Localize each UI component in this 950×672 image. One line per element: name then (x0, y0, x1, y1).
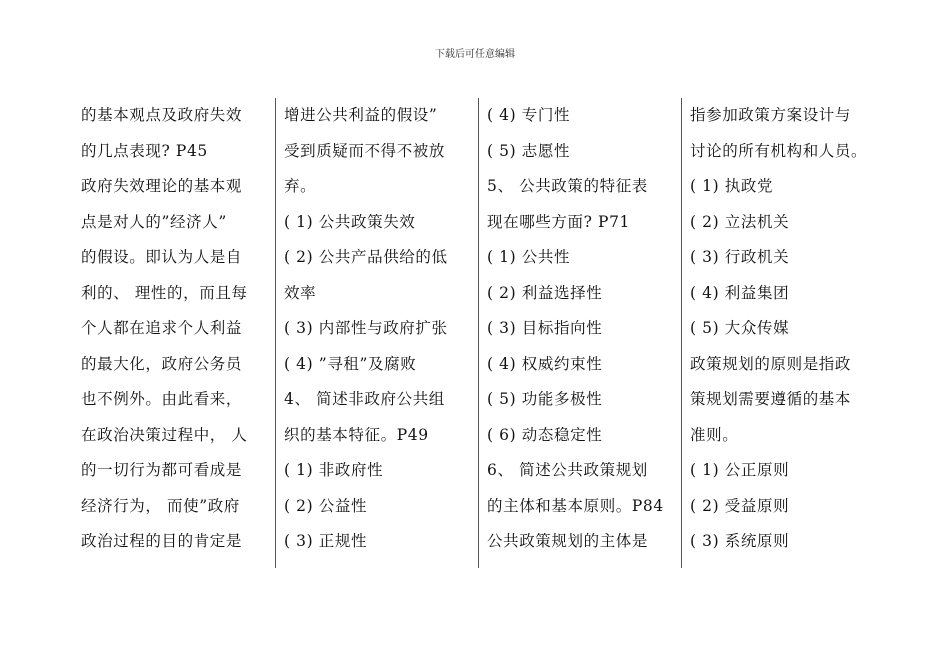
text-line: ( 5) 功能多极性 (487, 390, 603, 408)
text-line: ( 3) 行政机关 (690, 248, 790, 266)
text-line: 现在哪些方面? P71 (487, 212, 630, 231)
text-line: ( 3) 目标指向性 (487, 319, 603, 337)
text-line: ( 5) 大众传媒 (690, 319, 790, 337)
text-line: ( 3) 内部性与政府扩张 (284, 319, 448, 337)
text-line: ( 1) 非政府性 (284, 461, 384, 479)
text-line: 6、 简述公共政策规划 (487, 461, 648, 479)
text-line: 4、 简述非政府公共组 (284, 390, 445, 408)
text-line: ( 4) 利益集团 (690, 283, 790, 302)
text-line: 讨论的所有机构和人员。 (690, 141, 868, 160)
text-line: ( 1) 公正原则 (690, 461, 790, 479)
text-line: ( 1) 公共性 (487, 248, 571, 266)
text-column-4 (682, 98, 885, 568)
text-line: 政府失效理论的基本观 (81, 177, 243, 195)
text-line: ( 4) ”寻租”及腐败 (284, 354, 417, 373)
text-line: 经济行为， 而使”政府 (81, 496, 240, 515)
text-line: 效率 (284, 283, 317, 302)
header-note: 下载后可任意编辑 (435, 49, 515, 60)
text-line: ( 1) 执政党 (690, 177, 774, 195)
text-line: 点是对人的”经济人” (81, 212, 227, 231)
text-line: 政策规划的原则是指政 (690, 354, 852, 373)
text-line: 弃。 (284, 177, 317, 195)
text-line: 在政治决策过程中， 人 (81, 425, 248, 444)
text-line: 的一切行为都可看成是 (81, 461, 243, 479)
text-line: ( 3) 正规性 (284, 532, 368, 550)
text-line: 公共政策规划的主体是 (487, 532, 649, 550)
text-line: ( 3) 系统原则 (690, 532, 790, 550)
text-line: ( 4) 权威约束性 (487, 354, 603, 373)
text-line: 5、 公共政策的特征表 (487, 177, 648, 195)
text-line: 的几点表现? P45 (81, 141, 208, 160)
text-line: ( 1) 公共政策失效 (284, 212, 416, 231)
text-line: ( 2) 受益原则 (690, 496, 790, 515)
text-line: ( 6) 动态稳定性 (487, 425, 603, 444)
text-line: 个人都在追求个人利益 (81, 319, 243, 337)
text-line: 政治过程的目的肯定是 (81, 532, 243, 550)
text-column-1 (73, 98, 276, 568)
text-line: 增进公共利益的假设” (284, 106, 438, 124)
text-line: 策规划需要遵循的基本 (690, 390, 852, 408)
text-line: 准则。 (690, 425, 739, 444)
text-line: 的最大化，政府公务员 (81, 354, 243, 373)
text-line: 的基本观点及政府失效 (81, 106, 243, 124)
text-column-2 (276, 98, 479, 568)
text-line: 的主体和基本原则。P84 (487, 496, 664, 515)
text-line: 利的、 理性的，而且每 (81, 283, 248, 302)
text-line: ( 4) 专门性 (487, 106, 571, 124)
text-line: 指参加政策方案设计与 (690, 106, 852, 124)
text-line: ( 2) 利益选择性 (487, 283, 603, 302)
text-line: 织的基本特征。P49 (284, 425, 429, 444)
text-line: ( 5) 志愿性 (487, 141, 571, 160)
text-line: ( 2) 立法机关 (690, 212, 790, 231)
text-line: ( 2) 公益性 (284, 496, 368, 515)
text-line: 的假设。即认为人是自 (81, 248, 243, 266)
text-line: ( 2) 公共产品供给的低 (284, 248, 448, 266)
text-column-3 (479, 98, 682, 568)
text-line: 受到质疑而不得不被放 (284, 141, 446, 160)
text-line: 也不例外。由此看来， (81, 390, 243, 408)
text-columns (73, 98, 885, 568)
